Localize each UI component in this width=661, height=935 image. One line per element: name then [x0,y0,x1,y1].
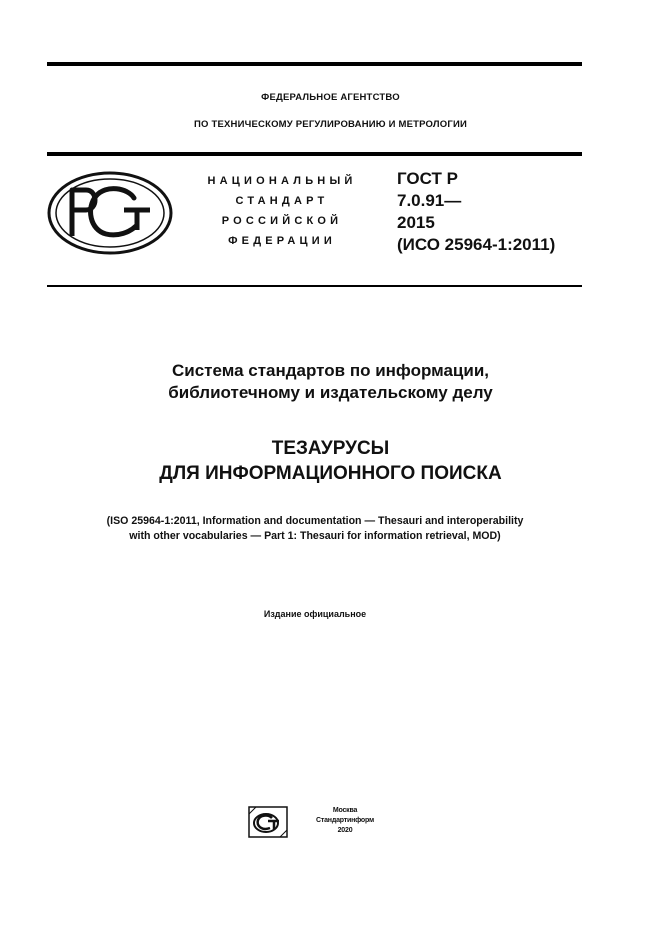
designation-line-2: 7.0.91— [397,191,462,210]
edition-label: Издание официальное [263,609,367,619]
title-line-2: ДЛЯ ИНФОРМАЦИОННОГО ПОИСКА [159,463,502,484]
publisher-year: 2020 [337,827,353,834]
national-line-2: СТАНДАРТ [235,195,329,207]
standartinform-logo-icon [248,806,288,838]
national-line-1: НАЦИОНАЛЬНЫЙ [207,175,357,187]
iso-reference [0,514,630,544]
gost-r-certification-mark-icon [46,170,174,256]
publisher-text [300,806,390,836]
national-standard-label [196,171,368,251]
iso-line-1: (ISO 25964-1:2011, Information and documentation — Thesauri and interoperability [106,515,524,527]
designation-line-3: 2015 [397,213,435,232]
publisher-city: Москва [332,807,358,814]
agency-line-1: ФЕДЕРАЛЬНОЕ АГЕНТСТВО [261,92,400,103]
iso-line-2: with other vocabularies — Part 1: Thesauri for information retrieval, MOD) [129,530,501,542]
national-line-4: ФЕДЕРАЦИИ [228,235,336,247]
series-line-1: Система стандартов по информации, [171,361,489,380]
national-line-3: РОССИЙСКОЙ [221,215,343,227]
document-title [0,436,661,486]
bottom-rule [47,285,582,287]
designation-line-1: ГОСТ Р [397,169,458,188]
series-title [0,360,661,404]
publisher-name: Стандартинформ [316,817,374,824]
middle-rule [47,152,582,156]
publisher-block [248,806,388,842]
agency-line-2: ПО ТЕХНИЧЕСКОМУ РЕГУЛИРОВАНИЮ И МЕТРОЛОГИИ [194,119,467,130]
title-line-1: ТЕЗАУРУСЫ [271,438,390,459]
series-line-2: библиотечному и издательскому делу [168,383,493,402]
top-rule [47,62,582,66]
standard-designation [397,168,555,256]
designation-line-4: (ИСО 25964-1:2011) [397,235,556,254]
